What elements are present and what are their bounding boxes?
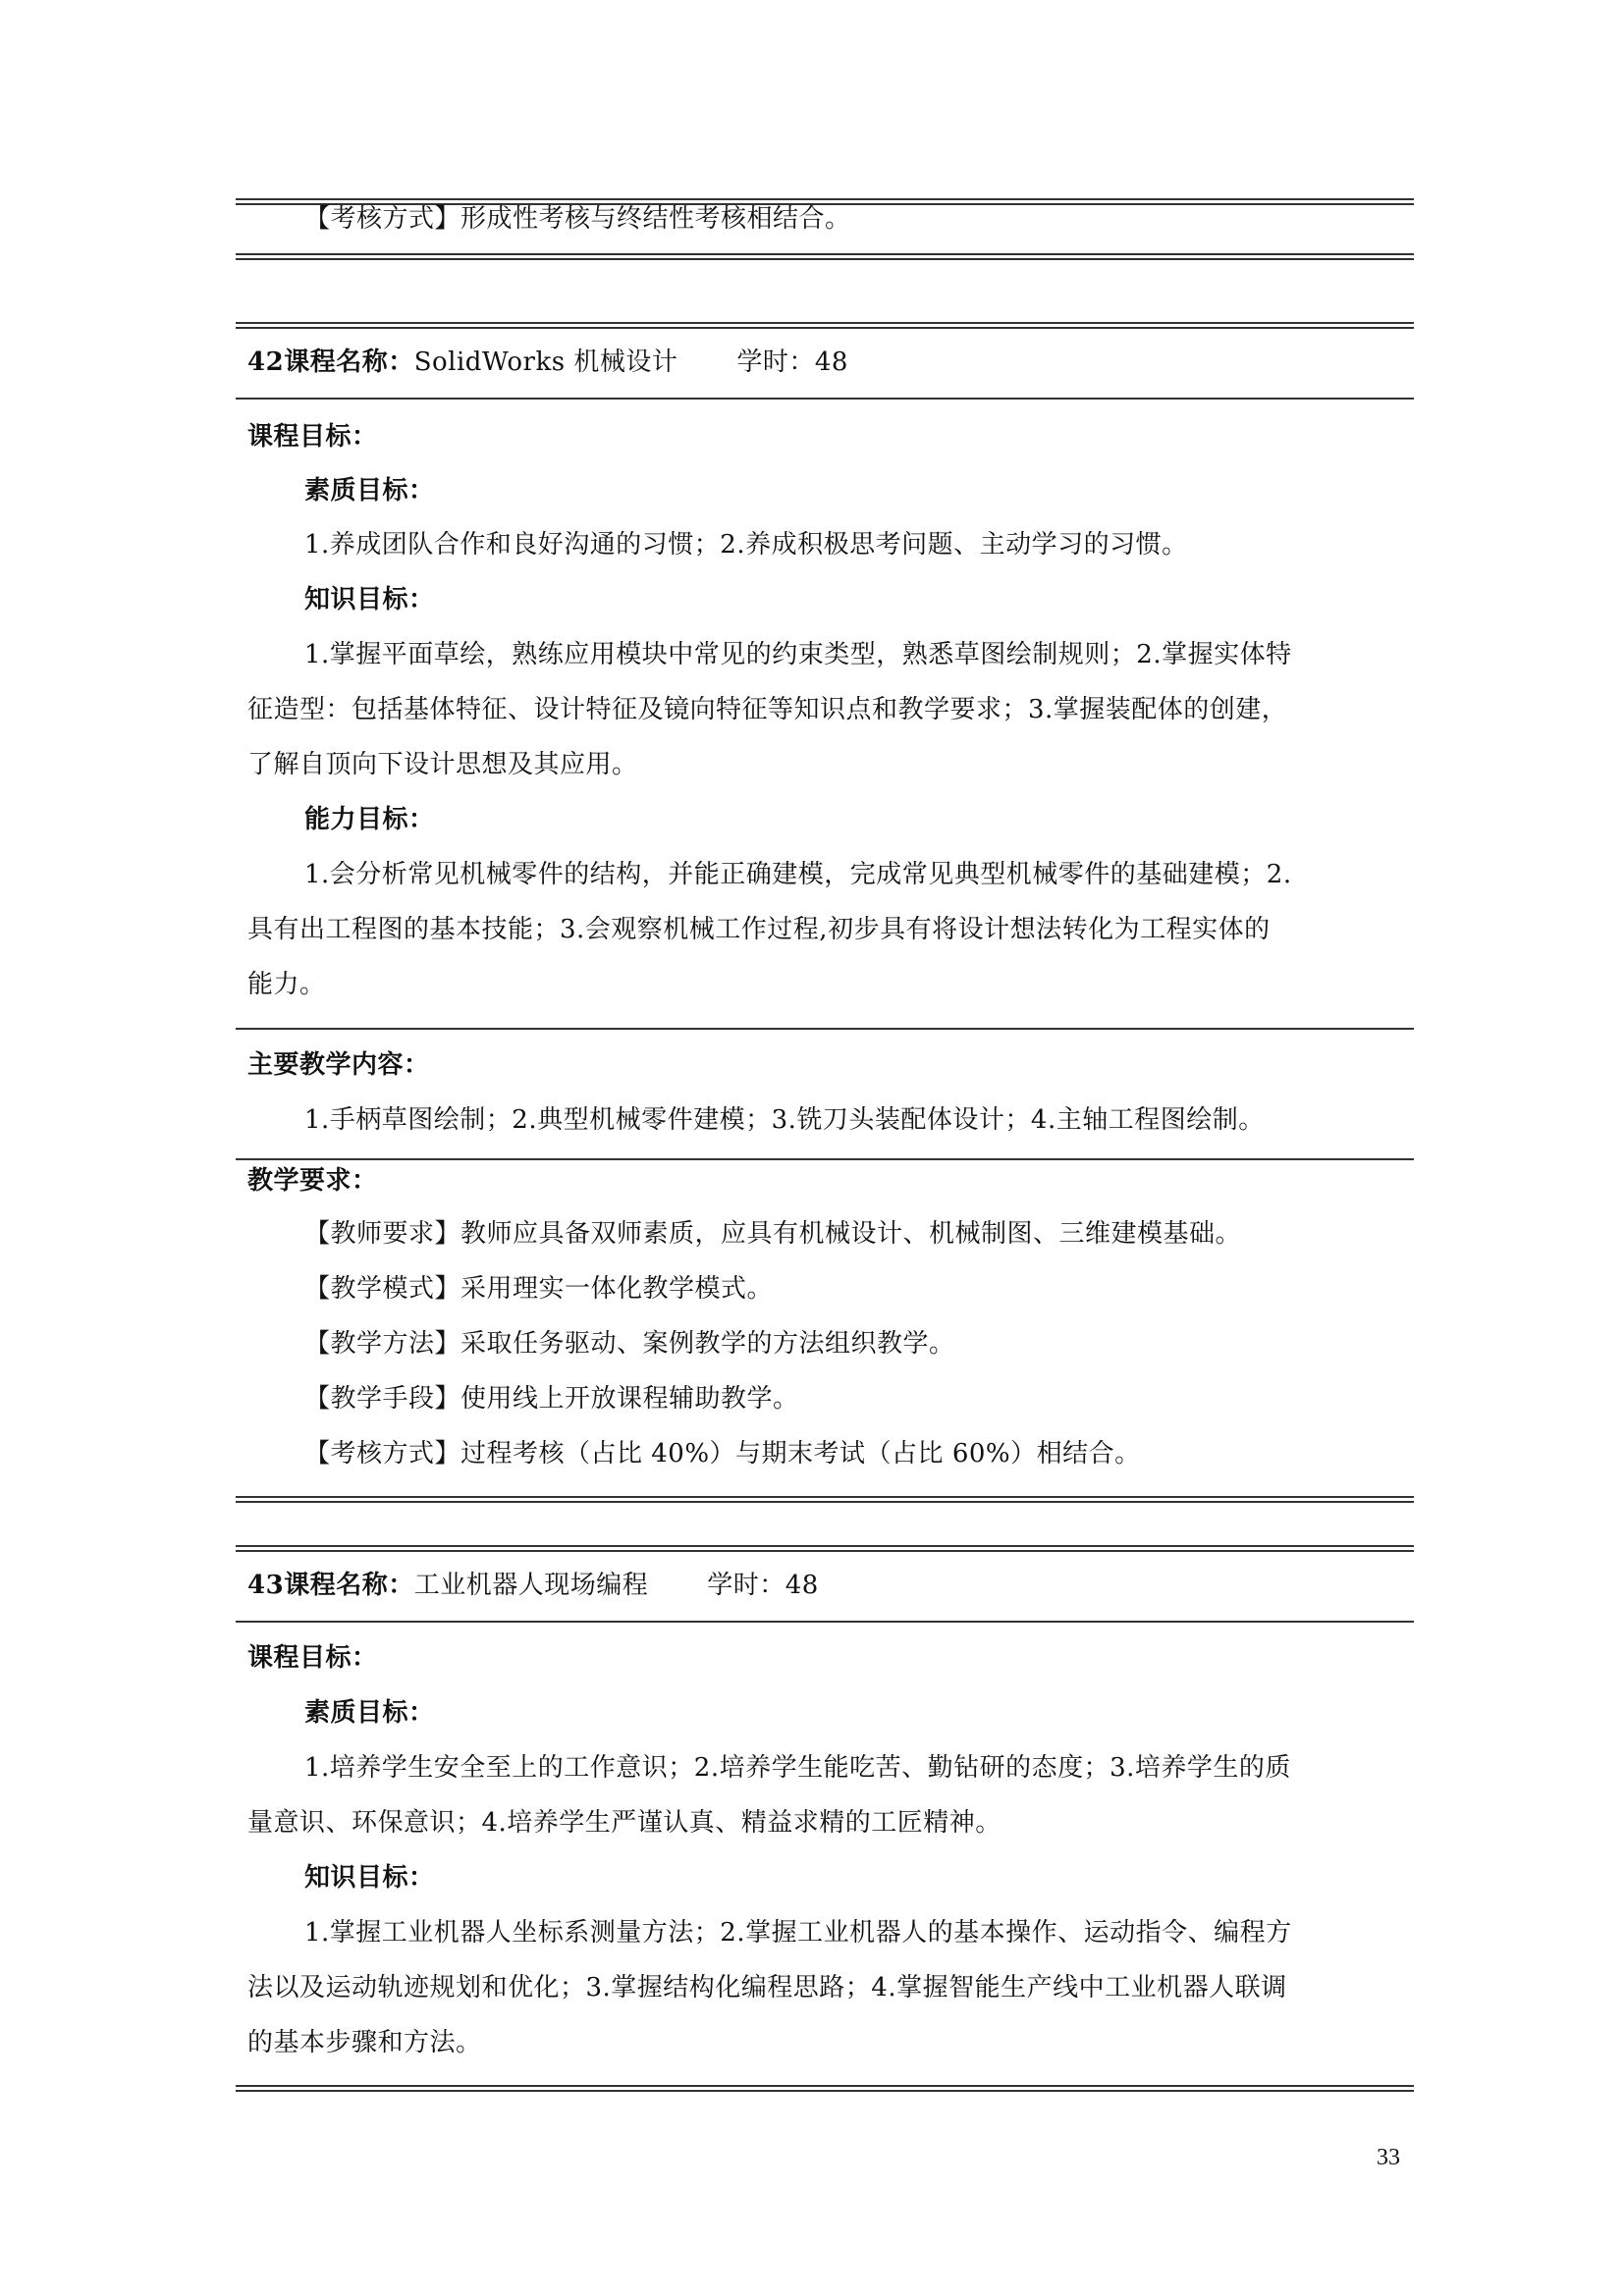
prev-assessment: 【考核方式】形成性考核与终结性考核相结合。 — [304, 204, 851, 234]
course43-knowledge-heading: 知识目标： — [304, 1863, 435, 1893]
course43-name: 工业机器人现场编程 — [413, 1571, 649, 1600]
course42-top-border — [236, 322, 1414, 329]
course42-hours-label: 学时： — [736, 347, 815, 377]
course42-knowledge-line: 征造型：包括基体特征、设计特征及镜向特征等知识点和教学要求；3.掌握装配体的创建， — [247, 695, 1288, 724]
course42-bottom-border — [236, 1496, 1414, 1503]
course42-ability-line: 具有出工程图的基本技能；3.会观察机械工作过程,初步具有将设计想法转化为工程实体的 — [247, 915, 1271, 944]
course43-header — [247, 1567, 819, 1604]
course43-top-border — [236, 1545, 1414, 1552]
course42-knowledge-line: 1.掌握平面草绘，熟练应用模块中常见的约束类型，熟悉草图绘制规则；2.掌握实体特 — [304, 640, 1292, 669]
course42-requirement-item: 【教学方法】采取任务驱动、案例教学的方法组织教学。 — [304, 1329, 955, 1359]
course43-number: 43 — [247, 1571, 285, 1600]
course42-header-divider — [236, 398, 1414, 400]
course42-requirement-item: 【教师要求】教师应具备双师素质，应具有机械设计、机械制图、三维建模基础。 — [304, 1219, 1242, 1249]
course43-hours: 48 — [785, 1571, 819, 1600]
course43-knowledge-line: 1.掌握工业机器人坐标系测量方法；2.掌握工业机器人的基本操作、运动指令、编程方 — [304, 1918, 1292, 1948]
course42-requirements-heading: 教学要求： — [247, 1166, 378, 1196]
table-bottom-border — [236, 253, 1414, 260]
course42-quality-heading: 素质目标： — [304, 476, 435, 506]
course42-objectives-divider — [236, 1028, 1414, 1030]
course42-requirement-item: 【考核方式】过程考核（占比 40%）与期末考试（占比 60%）相结合。 — [304, 1439, 1141, 1468]
course43-objectives-heading: 课程目标： — [247, 1643, 378, 1673]
course43-header-divider — [236, 1621, 1414, 1623]
course43-bottom-border — [236, 2085, 1414, 2092]
page-number: 33 — [1377, 2145, 1400, 2170]
course42-content-divider — [236, 1158, 1414, 1160]
course43-knowledge-line: 的基本步骤和方法。 — [247, 2028, 482, 2057]
course42-ability-heading: 能力目标： — [304, 805, 435, 834]
course43-name-label: 课程名称： — [284, 1571, 414, 1600]
course42-content-text: 1.手柄草图绘制；2.典型机械零件建模；3.铣刀头装配体设计；4.主轴工程图绘制。 — [304, 1105, 1265, 1135]
course43-quality-heading: 素质目标： — [304, 1698, 435, 1728]
course42-content-heading: 主要教学内容： — [247, 1050, 430, 1080]
course42-quality-text: 1.养成团队合作和良好沟通的习惯；2.养成积极思考问题、主动学习的习惯。 — [304, 530, 1188, 560]
course42-name-label: 课程名称： — [284, 347, 414, 377]
course42-header — [247, 344, 848, 381]
course42-hours: 48 — [814, 347, 848, 377]
course42-objectives-heading: 课程目标： — [247, 422, 378, 452]
course42-ability-line: 能力。 — [247, 970, 326, 999]
course43-hours-label: 学时： — [707, 1571, 785, 1600]
course42-knowledge-heading: 知识目标： — [304, 585, 435, 614]
course43-knowledge-line: 法以及运动轨迹规划和优化；3.掌握结构化编程思路；4.掌握智能生产线中工业机器人联调 — [247, 1973, 1287, 2002]
course43-quality-line: 量意识、环保意识；4.培养学生严谨认真、精益求精的工匠精神。 — [247, 1808, 1001, 1838]
course42-knowledge-line: 了解自顶向下设计思想及其应用。 — [247, 750, 638, 779]
course43-quality-line: 1.培养学生安全至上的工作意识；2.培养学生能吃苦、勤钻研的态度；3.培养学生的质 — [304, 1753, 1291, 1783]
course42-requirement-item: 【教学模式】采用理实一体化教学模式。 — [304, 1274, 774, 1304]
course42-requirement-item: 【教学手段】使用线上开放课程辅助教学。 — [304, 1384, 799, 1414]
course42-number: 42 — [247, 347, 285, 377]
course42-name: SolidWorks 机械设计 — [413, 347, 678, 377]
course42-ability-line: 1.会分析常见机械零件的结构，并能正确建模，完成常见典型机械零件的基础建模；2. — [304, 860, 1292, 889]
